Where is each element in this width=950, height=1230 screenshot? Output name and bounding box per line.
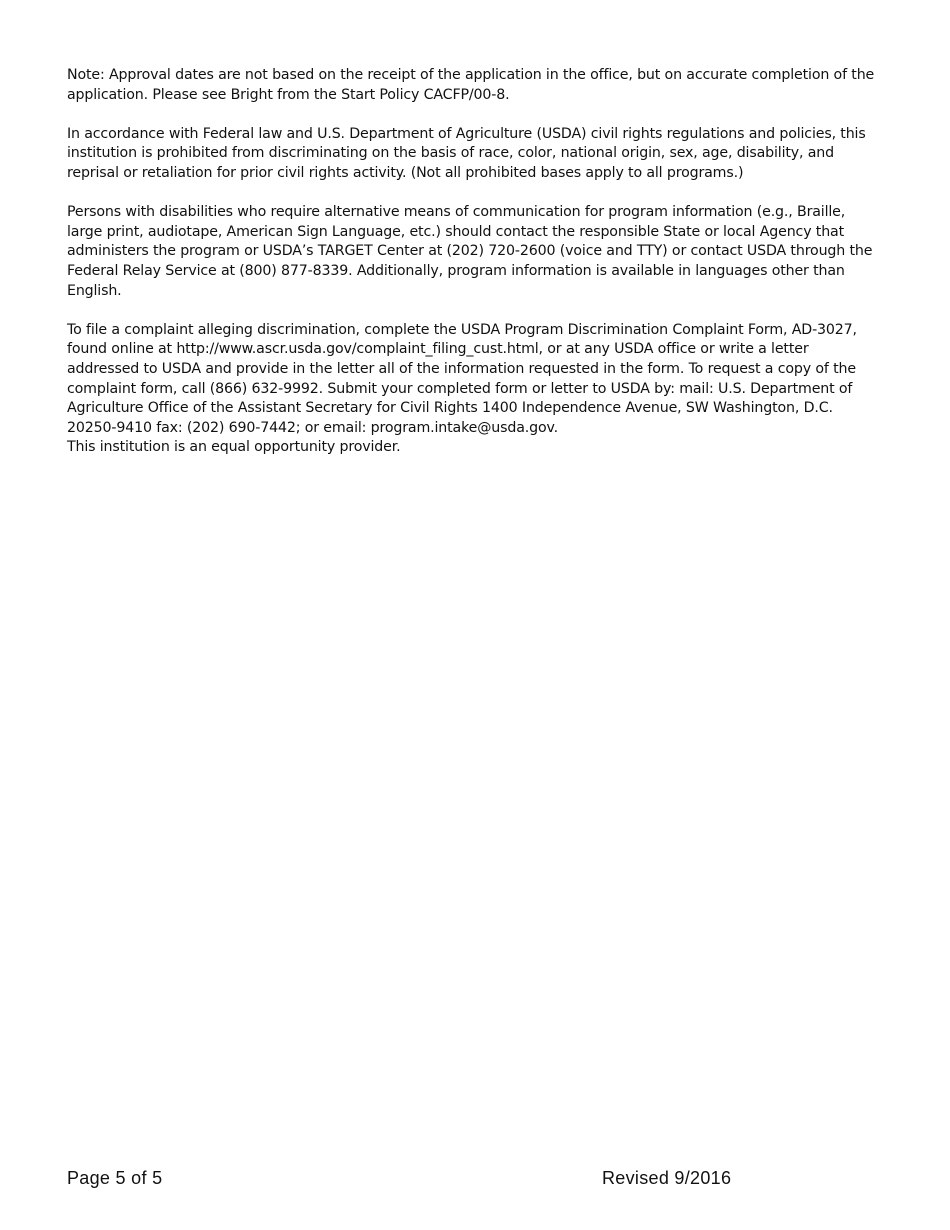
revision-date: Revised 9/2016: [602, 1168, 732, 1188]
nondiscrimination-statement: In accordance with Federal law and U.S. Department of Agriculture (USDA) civil rights regulations and policies, this institution is prohibited from discriminating on the basis of race, color, national origin, sex, age, disability, and reprisal or retaliation for prior civil rights activity. (Not all prohibited bases apply to all programs.): [67, 125, 866, 181]
disability-communication-statement: Persons with disabilities who require alternative means of communication for program information (e.g., Braille, large print, audiotape, American Sign Language, etc.) should contact the responsible State or local Agency that administers the program or USDA’s TARGET Center at (202) 720-2600 (voice and TTY) or contact USDA through the Federal Relay Service at (800) 877-8339. Additionally, program information is available in languages other than English.: [67, 204, 873, 299]
approval-dates-note: Note: Approval dates are not based on the receipt of the application in the office, but on accurate completion of the application. Please see Bright from the Start Policy CACFP/00-8.: [67, 67, 875, 103]
equal-opportunity-statement: This institution is an equal opportunity provider.: [67, 439, 401, 456]
document-body: [67, 66, 882, 458]
page-number: Page 5 of 5: [67, 1168, 163, 1188]
complaint-filing-instructions: To file a complaint alleging discrimination, complete the USDA Program Discrimination Complaint Form, AD-3027, found online at http://www.ascr.usda.gov/complaint_filing_cust.html, or at any USDA office or write a letter addressed to USDA and provide in the letter all of the information requested in the form. To request a copy of the complaint form, call (866) 632-9992. Submit your completed form or letter to USDA by: mail: U.S. Department of Agriculture Office of the Assistant Secretary for Civil Rights 1400 Independence Avenue, SW Washington, D.C. 20250-9410 fax: (202) 690-7442; or email: program.intake@usda.gov.: [67, 321, 857, 436]
